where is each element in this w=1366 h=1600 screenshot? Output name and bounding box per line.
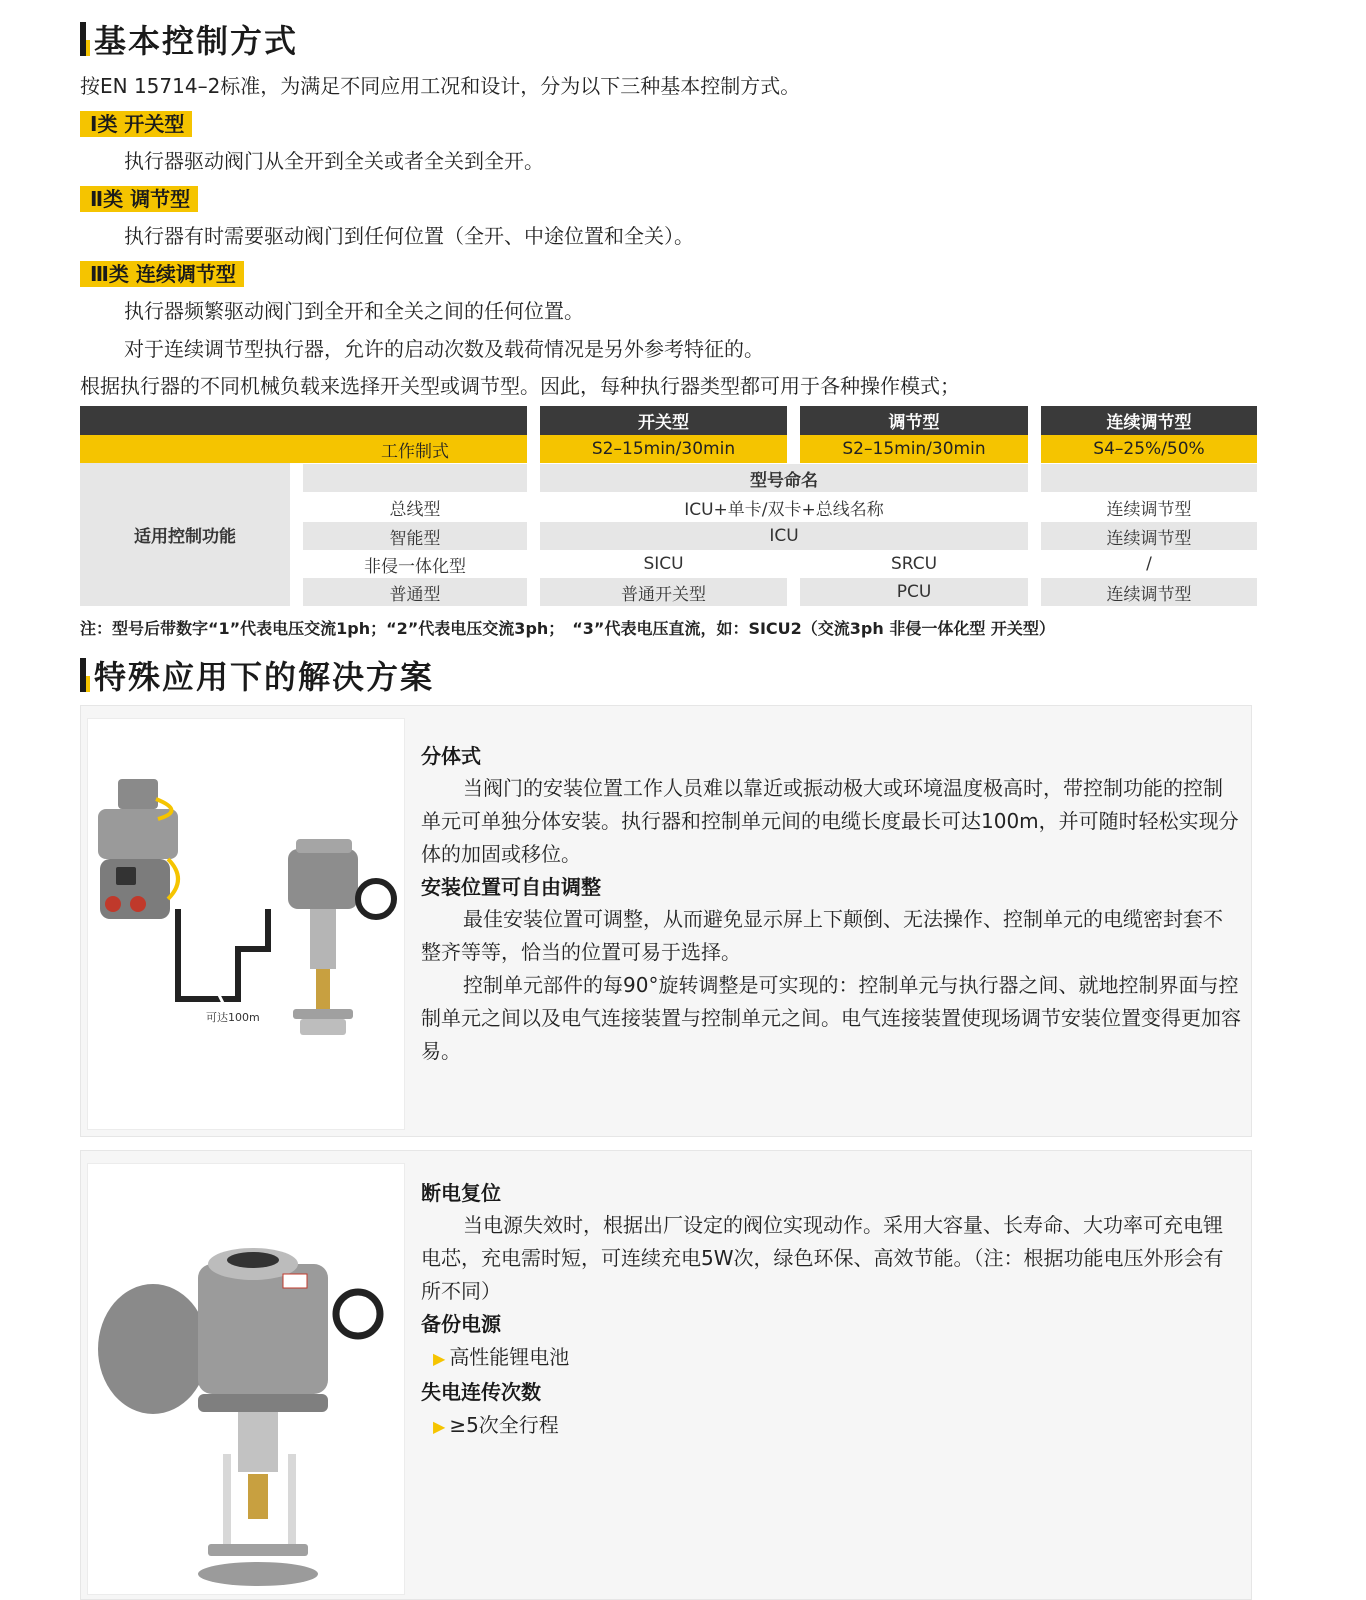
para-split: 当阀门的安装位置工作人员难以靠近或振动极大或环境温度极高时，带控制功能的控制单元可单独分体安装。执行器和控制单元间的电缆长度最长可达100m，并可随时轻松实现分体的加固或移位。 [421,776,1239,866]
naming-blank [303,464,527,492]
side-label: 适用控制功能 [80,463,290,606]
title-bar-decoration [80,22,86,56]
heading-power-reset: 断电复位 [421,1181,501,1205]
table-row-merged: ICU+单卡/双卡+总线名称 [540,493,1028,521]
power-reset-actuator-image [87,1163,405,1595]
para-power-reset: 当电源失效时，根据出厂设定的阀位实现动作。采用大容量、长寿命、大功率可充电锂电芯，充电需时短，可连续充电5W次，绿色环保、高效节能。（注：根据功能电压外形会有所不同） [421,1213,1224,1303]
type-tag-1: Ⅰ类 开关型 [80,111,192,137]
table-row-cont: 连续调节型 [1041,578,1257,606]
heading-adjustable: 安装位置可自由调整 [421,875,601,899]
cable-shape [178,909,268,999]
bullet-text: 高性能锂电池 [449,1345,570,1369]
table-row-type: 总线型 [303,493,527,521]
table-row-cont: 连续调节型 [1041,493,1257,521]
table-row-merged: ICU [540,522,1028,550]
triangle-bullet-icon: ▶ [433,1349,446,1368]
handwheel-icon [358,881,394,917]
split-text-block [421,740,1241,1068]
actuator-body [198,1264,328,1394]
solution-panel-split [80,705,1252,1137]
section-title-control-modes [80,20,298,58]
bullet-text: ≥5次全行程 [449,1413,559,1437]
image-caption: 可达100m [206,1011,260,1024]
bullet-backup [421,1340,1241,1376]
split-actuator-image [87,718,405,1130]
type-extra: 对于连续调节型执行器，允许的启动次数及载荷情况是另外参考特征的。 [124,337,764,361]
model-naming-label: 型号命名 [540,464,1028,492]
duty-label-text: 工作制式 [381,441,449,462]
actuator-split-illustration [88,719,404,1129]
heading-outage-count: 失电连传次数 [421,1380,541,1404]
table-row-onoff: 普通开关型 [540,578,787,606]
table-row-cont: / [1041,550,1257,578]
naming-blank-right [1041,464,1257,492]
type-tag-3: Ⅲ类 连续调节型 [80,261,244,287]
triangle-bullet-icon: ▶ [433,1417,446,1436]
table-header-continuous: 连续调节型 [1041,406,1257,435]
table-header-modulating: 调节型 [800,406,1028,435]
section-title-text: 特殊应用下的解决方案 [94,658,435,696]
power-text-block [421,1177,1241,1444]
table-row-cont: 连续调节型 [1041,522,1257,550]
bullet-outage [421,1408,1241,1444]
title-bar-decoration [80,658,86,692]
section-title-solutions [80,656,434,694]
type-desc-2: 执行器有时需要驱动阀门到任何位置（全开、中途位置和全关）。 [124,224,694,248]
type-tag-2: Ⅱ类 调节型 [80,186,198,212]
actuator-illustration [88,1164,404,1594]
table-header-onoff: 开关型 [540,406,787,435]
intro-text: 按EN 15714–2标准，为满足不同应用工况和设计，分为以下三种基本控制方式。 [80,74,801,98]
table-row-mod: PCU [800,578,1028,606]
para-adjustable-2: 控制单元部件的每90°旋转调整是可实现的：控制单元与执行器之间、就地控制界面与控制单元之间以及电气连接装置与控制单元之间。电气连接装置使现场调节安装位置变得更加容易。 [421,973,1241,1063]
duty-continuous: S4–25%/50% [1041,435,1257,463]
table-row-type: 非侵一体化型 [303,550,527,578]
duty-label [80,435,527,463]
duty-modulating: S2–15min/30min [800,435,1028,463]
table-row-onoff: SICU [540,550,787,578]
table-note: 注：型号后带数字“1”代表电压交流1ph；“2”代表电压交流3ph； “3”代表电压直流，如：SICU2（交流3ph 非侵一体化型 开关型） [80,619,1055,638]
type-desc-1: 执行器驱动阀门从全开到全关或者全关到全开。 [124,149,544,173]
type-desc-3: 执行器频繁驱动阀门到全开和全关之间的任何位置。 [124,299,584,323]
table-row-type: 智能型 [303,522,527,550]
handwheel-icon [336,1292,380,1336]
motor-body [98,1284,208,1414]
para-adjustable-1: 最佳安装位置可调整，从而避免显示屏上下颠倒、无法操作、控制单元的电缆密封套不整齐等等，恰当的位置可易于选择。 [421,907,1223,964]
heading-backup-power: 备份电源 [421,1312,501,1336]
actuator-body [288,849,358,909]
table-row-mod: SRCU [800,550,1028,578]
section-title-text: 基本控制方式 [94,22,299,60]
table-row-type: 普通型 [303,578,527,606]
heading-split: 分体式 [421,744,481,768]
solution-panel-power-reset [80,1150,1252,1600]
duty-onoff: S2–15min/30min [540,435,787,463]
table-header-blank [80,406,527,435]
summary-text: 根据执行器的不同机械负载来选择开关型或调节型。因此，每种执行器类型都可用于各种操作模式； [80,374,960,398]
